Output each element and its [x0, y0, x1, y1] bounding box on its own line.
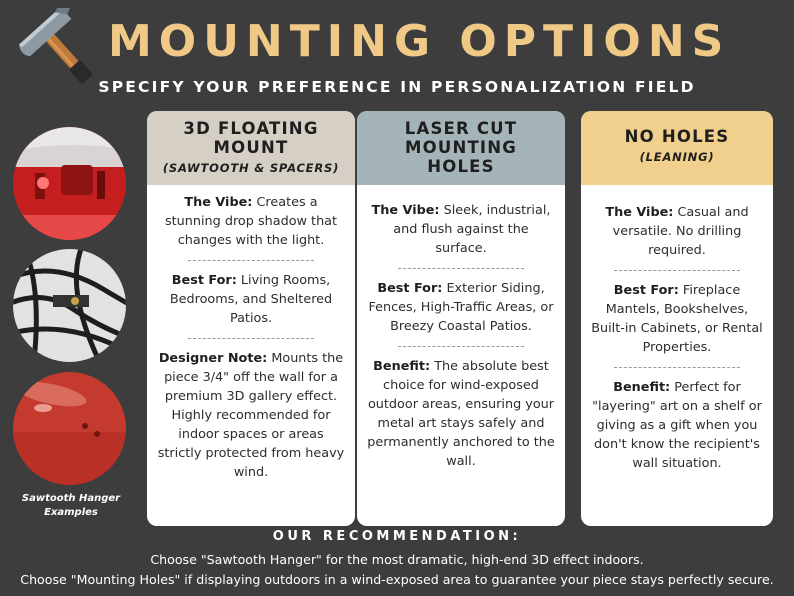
card-title-line-1: LASER CUT	[404, 119, 518, 138]
photo-caption	[8, 492, 134, 520]
designer-note-text	[157, 349, 345, 482]
page-subtitle: SPECIFY YOUR PREFERENCE IN PERSONALIZATION FIELD	[98, 78, 696, 96]
benefit-text	[591, 378, 763, 473]
vibe-value: Creates a stunning drop shadow that changes with the light.	[164, 195, 338, 248]
card-mounting-holes	[357, 111, 565, 526]
recommendation-line-1: Choose "Sawtooth Hanger" for the most dramatic, high-end 3D effect indoors.	[150, 552, 644, 567]
card-no-holes	[581, 111, 773, 526]
recommendation-line-2: Choose "Mounting Holes" if displaying outdoors in a wind-exposed area to guarantee your piece stays perfectly secure.	[20, 572, 774, 587]
card-title-line-2: MOUNTING	[405, 138, 517, 157]
sawtooth-photo-2	[13, 249, 126, 362]
best-for-label: Best For:	[613, 283, 679, 298]
vibe-value: Casual and versatile. No drilling required.	[612, 205, 749, 258]
card-title: NO HOLES	[624, 127, 730, 146]
best-for-text	[367, 279, 555, 336]
hammer-icon	[18, 8, 102, 88]
card-header	[581, 111, 773, 185]
vibe-label: The Vibe:	[605, 205, 674, 220]
card-title	[147, 119, 355, 157]
sawtooth-photo-1	[13, 127, 126, 240]
card-subtitle: (LEANING)	[639, 150, 715, 164]
sawtooth-photo-3	[13, 372, 126, 485]
card-subtitle: (SAWTOOTH & SPACERS)	[162, 161, 340, 175]
divider	[614, 367, 740, 368]
vibe-text	[367, 201, 555, 258]
divider	[188, 338, 314, 339]
divider	[614, 270, 740, 271]
card-title-line-2: MOUNT	[213, 138, 289, 157]
designer-note-label: Designer Note:	[158, 351, 268, 366]
best-for-text	[157, 271, 345, 328]
benefit-text	[367, 357, 555, 471]
best-for-value: Fireplace Mantels, Bookshelves, Built-in Cabinets, or Rental Properties.	[591, 283, 763, 355]
best-for-text	[591, 281, 763, 357]
best-for-label: Best For:	[171, 273, 237, 288]
designer-note-value: Mounts the piece 3/4" off the wall for a premium 3D gallery effect. Highly recommended for indoor spaces or areas strictly protected from heavy wind.	[157, 351, 345, 480]
benefit-value: The absolute best choice for wind-exposed outdoor areas, ensuring your metal art stays safely and permanently anchored to the wall.	[367, 359, 555, 469]
vibe-label: The Vibe:	[371, 203, 440, 218]
card-header	[147, 111, 355, 185]
best-for-value: Exterior Siding, Fences, High-Traffic Areas, or Breezy Coastal Patios.	[368, 281, 554, 334]
best-for-value: Living Rooms, Bedrooms, and Sheltered Patios.	[169, 273, 333, 326]
divider	[188, 260, 314, 261]
vibe-text	[591, 203, 763, 260]
recommendation-title: OUR RECOMMENDATION:	[272, 529, 522, 544]
divider	[398, 268, 524, 269]
vibe-value: Sleek, industrial, and flush against the surface.	[393, 203, 551, 256]
card-title-line-3: HOLES	[427, 157, 495, 176]
card-floating-mount	[147, 111, 355, 526]
benefit-value: Perfect for "layering" art on a shelf or giving as a gift when you don't know the recipient's wall situation.	[592, 380, 762, 471]
best-for-label: Best For:	[377, 281, 443, 296]
page-title: MOUNTING OPTIONS	[108, 16, 731, 67]
benefit-label: Benefit:	[613, 380, 671, 395]
benefit-label: Benefit:	[373, 359, 431, 374]
photo-caption-line-2: Examples	[44, 507, 98, 518]
divider	[398, 346, 524, 347]
card-title	[357, 119, 565, 176]
photo-caption-line-1: Sawtooth Hanger	[21, 493, 121, 504]
card-header	[357, 111, 565, 185]
vibe-text	[157, 193, 345, 250]
vibe-label: The Vibe:	[184, 195, 253, 210]
card-title-line-1: 3D FLOATING	[183, 119, 319, 138]
